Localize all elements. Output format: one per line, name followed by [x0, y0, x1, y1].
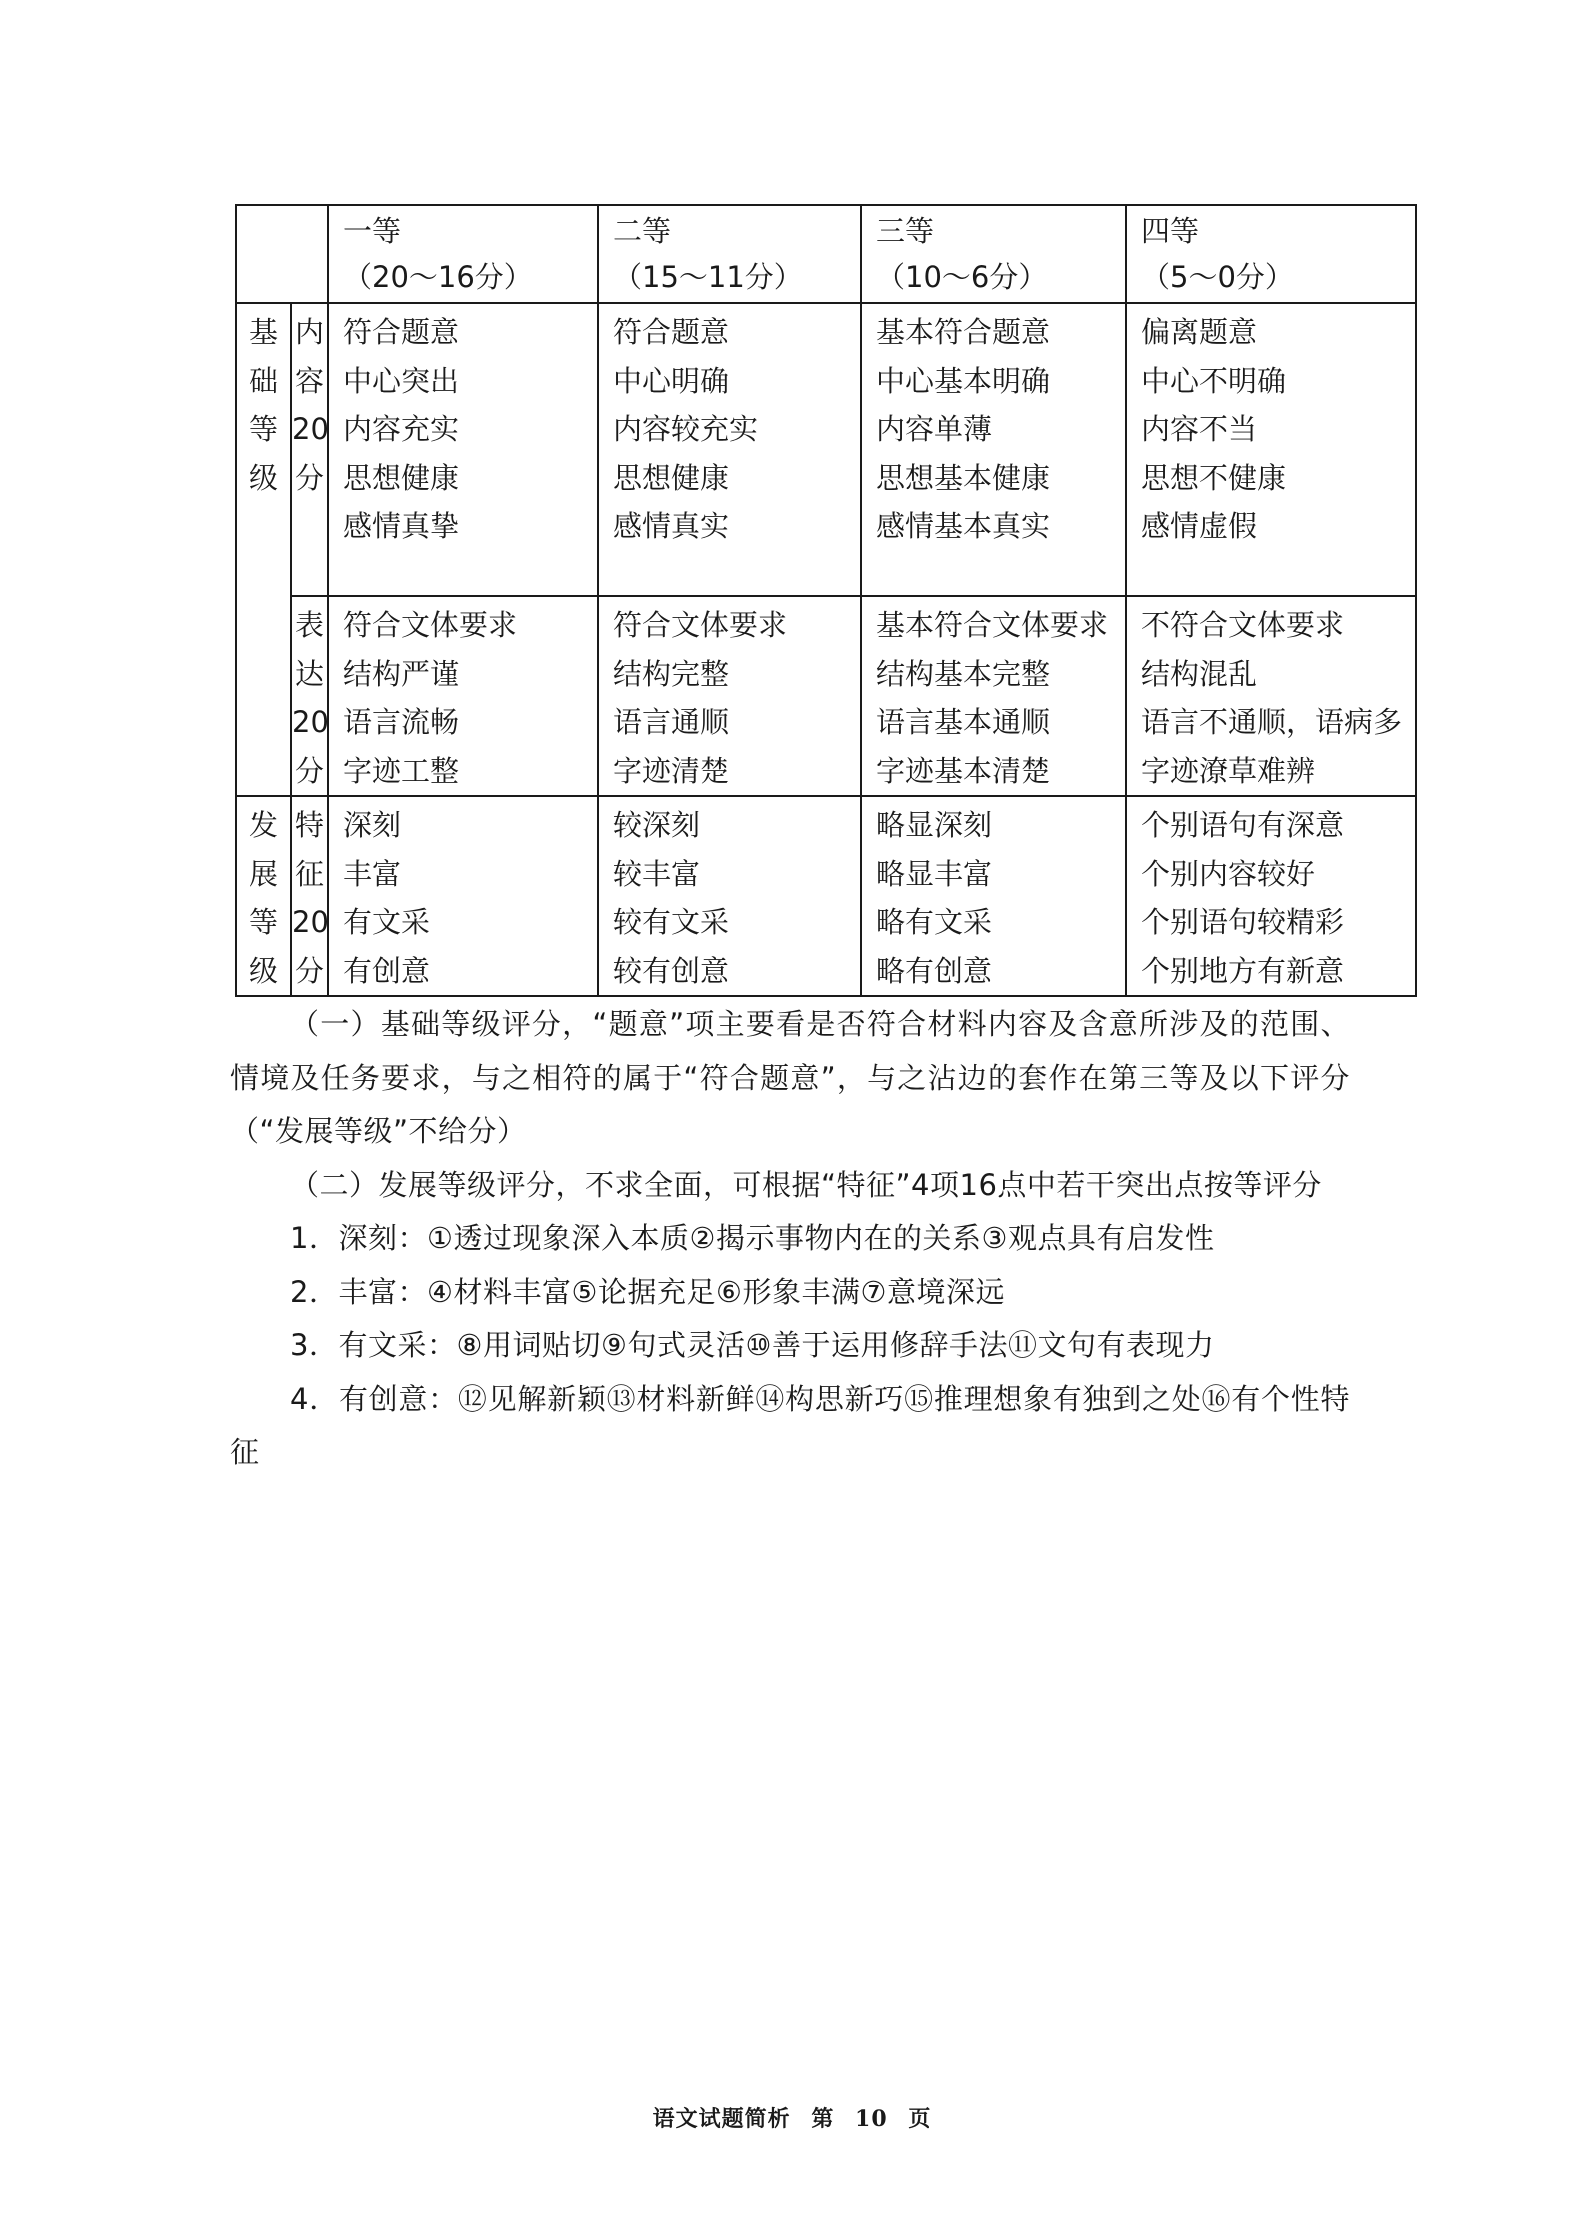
- label-char: 征: [294, 856, 324, 891]
- label-char: 表: [294, 608, 324, 642]
- label-char: 等: [248, 905, 278, 939]
- grade-name: 四等: [1141, 214, 1200, 248]
- grade-name: 一等: [343, 214, 402, 248]
- label-char: 基: [248, 315, 278, 349]
- header-corner-cell: [236, 205, 328, 303]
- criterion: 有创意: [343, 953, 431, 988]
- criterion: 语言基本通顺: [876, 705, 1051, 739]
- grade-name: 二等: [613, 214, 672, 248]
- criterion: 内容不当: [1141, 412, 1258, 446]
- expression-cell-grade-2: [598, 596, 861, 796]
- criterion: 个别内容较好: [1141, 856, 1316, 891]
- criterion: 内容充实: [343, 412, 460, 446]
- scoring-rubric-table: [235, 204, 1417, 997]
- label-char: 级: [248, 953, 278, 988]
- criterion: 语言不通顺，语病多: [1141, 705, 1403, 739]
- feature-item: 3．有文采：⑧用词贴切⑨句式灵活⑩善于运用修辞手法⑪文句有表现力: [290, 1328, 1215, 1362]
- rubric-row-development: [236, 796, 1416, 996]
- criterion: 结构完整: [613, 656, 730, 691]
- expression-cell-grade-1: [328, 596, 598, 796]
- criterion: 不符合文体要求: [1141, 608, 1345, 642]
- content-cell-grade-1: [328, 303, 598, 596]
- basic-level-label: [236, 303, 291, 796]
- criterion: 语言流畅: [343, 705, 460, 739]
- criterion: 感情基本真实: [876, 509, 1051, 543]
- criterion: 符合题意: [343, 315, 460, 349]
- page-prefix: 第: [811, 2106, 835, 2132]
- label-char: 内: [294, 315, 324, 349]
- criterion: 思想健康: [613, 460, 730, 495]
- criterion: 符合文体要求: [343, 608, 518, 642]
- label-char: 展: [248, 856, 278, 891]
- grade-header-4: [1126, 205, 1416, 303]
- criterion: 个别语句较精彩: [1141, 905, 1345, 939]
- expression-cell-grade-4: [1126, 596, 1416, 796]
- page-footer: [0, 2102, 1584, 2133]
- criterion: 感情真实: [613, 509, 730, 543]
- features-cell-grade-2: [598, 796, 861, 996]
- criterion: 略显深刻: [876, 808, 993, 842]
- criterion: 略显丰富: [876, 856, 993, 891]
- label-char: 分: [294, 753, 324, 788]
- criterion: 结构混乱: [1141, 656, 1258, 691]
- criterion: 符合题意: [613, 315, 730, 349]
- features-label: [291, 796, 328, 996]
- label-char: 分: [294, 953, 324, 988]
- feature-item: 1．深刻：①透过现象深入本质②揭示事物内在的关系③观点具有启发性: [290, 1221, 1215, 1255]
- label-char: 等: [248, 412, 278, 446]
- grade-name: 三等: [876, 214, 935, 248]
- criterion: 丰富: [343, 856, 402, 891]
- rubric-row-expression: [236, 596, 1416, 796]
- criterion: 略有创意: [876, 953, 993, 988]
- content-cell-grade-4: [1126, 303, 1416, 596]
- criterion: 感情虚假: [1141, 509, 1258, 543]
- rubric-row-content: [236, 303, 1416, 596]
- criterion: 感情真挚: [343, 509, 460, 543]
- features-cell-grade-4: [1126, 796, 1416, 996]
- label-char: 级: [248, 460, 278, 495]
- criterion: 较有文采: [613, 905, 730, 939]
- criterion: 符合文体要求: [613, 608, 788, 642]
- criterion: 较丰富: [613, 856, 701, 891]
- criterion: 个别语句有深意: [1141, 808, 1345, 842]
- label-char: 础: [248, 363, 278, 398]
- grade-range: （20～16分）: [343, 260, 533, 294]
- grade-range: （10～6分）: [876, 260, 1048, 294]
- criterion: 思想不健康: [1141, 460, 1287, 495]
- features-cell-grade-1: [328, 796, 598, 996]
- label-char: 达: [294, 656, 324, 691]
- grade-header-1: [328, 205, 598, 303]
- criterion: 思想健康: [343, 460, 460, 495]
- scoring-notes: [230, 998, 1350, 1480]
- criterion: 略有文采: [876, 905, 993, 939]
- grade-header-2: [598, 205, 861, 303]
- criterion: 思想基本健康: [876, 460, 1051, 495]
- criterion: 基本符合文体要求: [876, 608, 1109, 642]
- note-development-level: （二）发展等级评分，不求全面，可根据“特征”4项16点中若干突出点按等评分: [290, 1167, 1322, 1202]
- feature-item: 4．有创意：⑫见解新颖⑬材料新鲜⑭构思新巧⑮推理想象有独到之处⑯有个性特征: [230, 1381, 1350, 1469]
- page-number: 10: [855, 2106, 888, 2132]
- label-char: 容: [294, 363, 324, 398]
- development-level-label: [236, 796, 291, 996]
- expression-label: [291, 596, 328, 796]
- label-char: 20: [292, 905, 329, 939]
- criterion: 中心明确: [613, 363, 730, 398]
- grade-range: （5～0分）: [1141, 260, 1294, 294]
- criterion: 基本符合题意: [876, 315, 1051, 349]
- criterion: 中心不明确: [1141, 363, 1287, 398]
- document-title: 语文试题简析: [652, 2106, 791, 2132]
- criterion: 个别地方有新意: [1141, 953, 1345, 988]
- criterion: 字迹潦草难辨: [1141, 753, 1316, 788]
- grade-header-3: [861, 205, 1126, 303]
- label-char: 发: [248, 808, 278, 842]
- criterion: 较有创意: [613, 953, 730, 988]
- content-cell-grade-2: [598, 303, 861, 596]
- content-cell-grade-3: [861, 303, 1126, 596]
- label-char: 分: [294, 460, 324, 495]
- note-basic-level: （一）基础等级评分，“题意”项主要看是否符合材料内容及含意所涉及的范围、情境及任务要求，与之相符的属于“符合题意”，与之沾边的套作在第三等及以下评分（“发展等级”不给分）: [230, 1007, 1350, 1148]
- label-char: 特: [294, 808, 324, 842]
- criterion: 内容单薄: [876, 412, 993, 446]
- rubric-header-row: [236, 205, 1416, 303]
- criterion: 中心突出: [343, 363, 460, 398]
- label-char: 20: [292, 705, 329, 739]
- criterion: 结构基本完整: [876, 656, 1051, 691]
- content-label: [291, 303, 328, 596]
- grade-range: （15～11分）: [613, 260, 803, 294]
- feature-item: 2．丰富：④材料丰富⑤论据充足⑥形象丰满⑦意境深远: [290, 1274, 1005, 1309]
- criterion: 深刻: [343, 808, 402, 842]
- page-suffix: 页: [908, 2106, 932, 2132]
- criterion: 内容较充实: [613, 412, 759, 446]
- criterion: 中心基本明确: [876, 363, 1051, 398]
- criterion: 字迹清楚: [613, 753, 730, 788]
- features-cell-grade-3: [861, 796, 1126, 996]
- criterion: 结构严谨: [343, 656, 460, 691]
- label-char: 20: [292, 412, 329, 446]
- criterion: 有文采: [343, 905, 431, 939]
- criterion: 字迹基本清楚: [876, 753, 1051, 788]
- criterion: 较深刻: [613, 808, 701, 842]
- criterion: 偏离题意: [1141, 315, 1258, 349]
- expression-cell-grade-3: [861, 596, 1126, 796]
- criterion: 语言通顺: [613, 705, 730, 739]
- criterion: 字迹工整: [343, 753, 460, 788]
